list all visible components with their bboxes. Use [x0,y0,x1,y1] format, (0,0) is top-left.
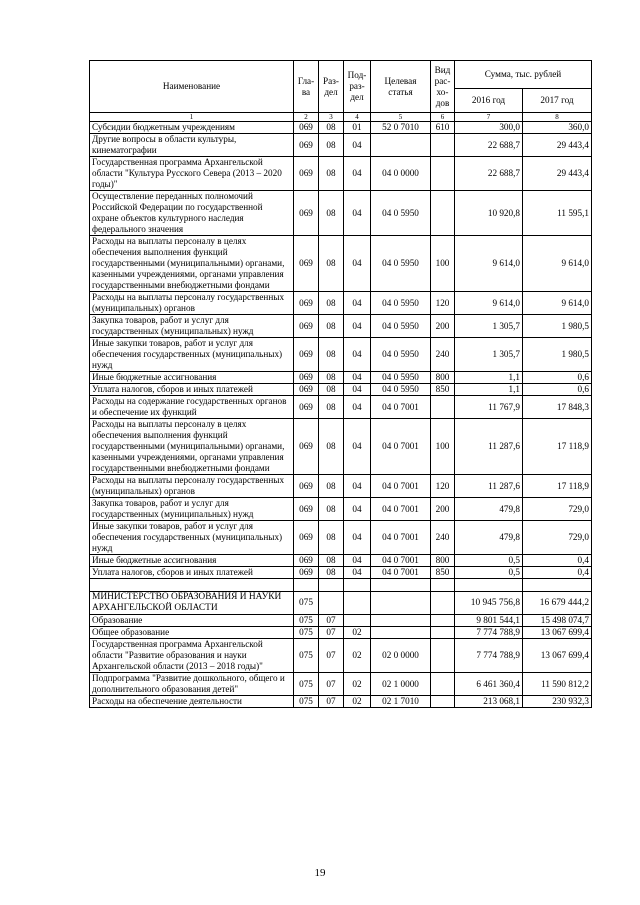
row-expense-type: 200 [431,498,455,521]
table-row [90,122,592,134]
row-name: Закупка товаров, работ и услуг для государственных (муниципальных) нужд [90,498,294,521]
row-amount-2016: 0,5 [455,567,523,579]
row-razdel: 08 [319,134,344,157]
row-name: Субсидии бюджетным учреждениям [90,122,294,134]
row-amount-2017: 9 614,0 [523,236,592,292]
table-row [90,384,592,396]
row-glava: 075 [294,627,319,639]
row-amount-2017: 9 614,0 [523,292,592,315]
row-podrazdel: 04 [344,555,371,567]
row-name: Общее образование [90,627,294,639]
row-target-article: 04 0 5950 [371,292,431,315]
table-body [90,122,592,708]
empty-cell [455,579,523,592]
row-amount-2017: 0,6 [523,372,592,384]
row-podrazdel: 04 [344,475,371,498]
row-amount-2016: 479,8 [455,498,523,521]
row-name: Осуществление переданных полномочий Российской Федерации по государственной охране объектов культурного наследия федерального значения [90,191,294,236]
table-row [90,191,592,236]
row-podrazdel: 01 [344,122,371,134]
row-podrazdel [344,615,371,627]
row-podrazdel: 02 [344,627,371,639]
row-target-article [371,627,431,639]
row-glava: 075 [294,639,319,673]
header-year-2017: 2017 год [523,89,592,113]
row-amount-2016: 300,0 [455,122,523,134]
row-podrazdel: 04 [344,338,371,372]
row-glava: 069 [294,372,319,384]
row-razdel: 08 [319,384,344,396]
row-target-article: 52 0 7010 [371,122,431,134]
row-podrazdel: 04 [344,498,371,521]
row-glava: 069 [294,122,319,134]
row-glava: 069 [294,498,319,521]
budget-table [89,60,592,708]
row-podrazdel: 04 [344,292,371,315]
row-amount-2017: 16 679 444,2 [523,592,592,615]
row-amount-2017: 0,4 [523,567,592,579]
column-number: 8 [523,113,592,122]
row-expense-type: 240 [431,338,455,372]
row-razdel: 08 [319,555,344,567]
table-row [90,696,592,708]
row-target-article [371,134,431,157]
row-podrazdel: 04 [344,419,371,475]
row-razdel: 07 [319,673,344,696]
row-name: Иные закупки товаров, работ и услуг для обеспечения государственных (муниципальных) нужд [90,521,294,555]
table-row [90,521,592,555]
row-amount-2017: 17 848,3 [523,396,592,419]
row-glava: 069 [294,475,319,498]
row-amount-2017: 13 067 699,4 [523,639,592,673]
row-razdel [319,592,344,615]
row-glava: 069 [294,396,319,419]
table-row [90,292,592,315]
empty-cell [523,579,592,592]
row-target-article: 04 0 7001 [371,396,431,419]
header-name: Наименование [90,61,294,113]
table-row [90,627,592,639]
row-razdel: 07 [319,627,344,639]
table-row [90,372,592,384]
row-expense-type: 120 [431,475,455,498]
row-amount-2017: 11 590 812,2 [523,673,592,696]
row-amount-2017: 17 118,9 [523,475,592,498]
row-podrazdel: 04 [344,134,371,157]
row-podrazdel: 04 [344,236,371,292]
row-glava: 069 [294,157,319,191]
row-razdel: 08 [319,191,344,236]
row-expense-type [431,592,455,615]
row-expense-type: 850 [431,384,455,396]
row-name: Уплата налогов, сборов и иных платежей [90,384,294,396]
row-podrazdel: 04 [344,191,371,236]
row-amount-2016: 6 461 360,4 [455,673,523,696]
table-row [90,498,592,521]
row-amount-2016: 11 287,6 [455,475,523,498]
row-razdel: 08 [319,122,344,134]
row-expense-type: 800 [431,372,455,384]
column-number: 4 [344,113,371,122]
row-name: Другие вопросы в области культуры, кинематографии [90,134,294,157]
header-razdel: Раз-дел [319,61,344,113]
row-expense-type [431,134,455,157]
row-expense-type [431,627,455,639]
row-podrazdel: 04 [344,521,371,555]
row-name: Иные бюджетные ассигнования [90,372,294,384]
row-name: Иные закупки товаров, работ и услуг для обеспечения государственных (муниципальных) нужд [90,338,294,372]
row-glava: 069 [294,191,319,236]
row-amount-2016: 213 068,1 [455,696,523,708]
row-expense-type: 100 [431,236,455,292]
row-expense-type [431,615,455,627]
row-podrazdel: 02 [344,639,371,673]
row-podrazdel: 04 [344,384,371,396]
row-expense-type: 240 [431,521,455,555]
row-target-article: 04 0 7001 [371,475,431,498]
table-row [90,134,592,157]
row-expense-type [431,639,455,673]
row-name: Образование [90,615,294,627]
row-podrazdel: 04 [344,567,371,579]
row-glava: 069 [294,384,319,396]
row-razdel: 08 [319,236,344,292]
row-glava: 069 [294,292,319,315]
row-target-article: 04 0 7001 [371,521,431,555]
row-name: Подпрограмма "Развитие дошкольного, общего и дополнительного образования детей" [90,673,294,696]
row-amount-2016: 22 688,7 [455,157,523,191]
row-expense-type [431,191,455,236]
table-row [90,592,592,615]
row-podrazdel: 02 [344,673,371,696]
row-glava: 069 [294,315,319,338]
row-glava: 069 [294,338,319,372]
row-glava: 069 [294,134,319,157]
empty-cell [371,579,431,592]
row-name: Расходы на обеспечение деятельности [90,696,294,708]
row-expense-type [431,396,455,419]
row-amount-2016: 479,8 [455,521,523,555]
row-target-article: 02 1 0000 [371,673,431,696]
empty-cell [431,579,455,592]
row-amount-2017: 13 067 699,4 [523,627,592,639]
row-glava: 069 [294,419,319,475]
row-podrazdel: 04 [344,372,371,384]
header-expense-type: Вид рас-хо-дов [431,61,455,113]
row-amount-2016: 9 614,0 [455,236,523,292]
row-target-article: 02 0 0000 [371,639,431,673]
table-row [90,315,592,338]
row-amount-2017: 29 443,4 [523,157,592,191]
row-target-article: 04 0 5950 [371,315,431,338]
table-row [90,157,592,191]
row-razdel: 08 [319,372,344,384]
row-razdel: 08 [319,396,344,419]
empty-cell [90,579,294,592]
row-razdel: 08 [319,315,344,338]
row-expense-type: 850 [431,567,455,579]
table-row [90,419,592,475]
row-target-article: 04 0 0000 [371,157,431,191]
row-target-article: 04 0 5950 [371,191,431,236]
empty-cell [319,579,344,592]
row-amount-2017: 17 118,9 [523,419,592,475]
row-name: Расходы на выплаты персоналу в целях обеспечения выполнения функций государственными (муниципальными) органами, казенными учреждениями, органами управления государственными внебюджетными фондами [90,419,294,475]
row-expense-type: 610 [431,122,455,134]
row-expense-type [431,673,455,696]
row-amount-2016: 0,5 [455,555,523,567]
row-name: Уплата налогов, сборов и иных платежей [90,567,294,579]
row-amount-2016: 11 287,6 [455,419,523,475]
row-amount-2016: 10 945 756,8 [455,592,523,615]
row-expense-type: 120 [431,292,455,315]
table-row [90,639,592,673]
row-target-article: 04 0 7001 [371,498,431,521]
row-razdel: 08 [319,292,344,315]
row-glava: 069 [294,236,319,292]
row-amount-2017: 11 595,1 [523,191,592,236]
row-razdel: 07 [319,615,344,627]
column-number: 2 [294,113,319,122]
row-amount-2016: 1,1 [455,372,523,384]
row-razdel: 08 [319,157,344,191]
row-amount-2016: 1 305,7 [455,338,523,372]
row-amount-2016: 1 305,7 [455,315,523,338]
row-name: Закупка товаров, работ и услуг для государственных (муниципальных) нужд [90,315,294,338]
header-glava: Гла-ва [294,61,319,113]
table-row [90,236,592,292]
row-target-article: 04 0 7001 [371,567,431,579]
row-target-article: 04 0 5950 [371,384,431,396]
row-expense-type [431,696,455,708]
row-target-article: 04 0 5950 [371,236,431,292]
row-glava: 075 [294,592,319,615]
row-name: Расходы на содержание государственных органов и обеспечение их функций [90,396,294,419]
row-amount-2016: 7 774 788,9 [455,627,523,639]
row-razdel: 08 [319,521,344,555]
row-expense-type: 100 [431,419,455,475]
row-target-article: 04 0 7001 [371,555,431,567]
row-amount-2017: 0,4 [523,555,592,567]
row-razdel: 08 [319,567,344,579]
row-glava: 069 [294,567,319,579]
row-name: Государственная программа Архангельской области "Культура Русского Севера (2013 – 2020 годы)" [90,157,294,191]
row-name: Государственная программа Архангельской области "Развитие образования и науки Архангельской области (2013 – 2018 годы)" [90,639,294,673]
table-row [90,338,592,372]
row-glava: 075 [294,673,319,696]
table-spacer-row [90,579,592,592]
table-row [90,555,592,567]
column-number: 5 [371,113,431,122]
header-podrazdel: Под-раз-дел [344,61,371,113]
row-amount-2016: 9 614,0 [455,292,523,315]
empty-cell [344,579,371,592]
row-name: Расходы на выплаты персоналу государственных (муниципальных) органов [90,475,294,498]
row-amount-2017: 729,0 [523,521,592,555]
page-number: 19 [314,867,326,879]
row-target-article: 04 0 5950 [371,372,431,384]
row-amount-2016: 10 920,8 [455,191,523,236]
table-header [90,61,592,122]
row-target-article: 04 0 7001 [371,419,431,475]
row-name: Иные бюджетные ассигнования [90,555,294,567]
row-podrazdel: 02 [344,696,371,708]
column-number: 3 [319,113,344,122]
column-number: 6 [431,113,455,122]
row-amount-2016: 22 688,7 [455,134,523,157]
row-expense-type [431,157,455,191]
row-amount-2017: 15 498 074,7 [523,615,592,627]
row-amount-2016: 9 801 544,1 [455,615,523,627]
row-amount-2017: 230 932,3 [523,696,592,708]
row-target-article [371,615,431,627]
row-podrazdel [344,592,371,615]
empty-cell [294,579,319,592]
column-number: 1 [90,113,294,122]
row-podrazdel: 04 [344,315,371,338]
row-razdel: 08 [319,338,344,372]
row-glava: 069 [294,521,319,555]
row-podrazdel: 04 [344,157,371,191]
row-amount-2017: 360,0 [523,122,592,134]
row-amount-2017: 729,0 [523,498,592,521]
header-target: Целевая статья [371,61,431,113]
row-razdel: 07 [319,696,344,708]
table-row [90,615,592,627]
row-glava: 075 [294,696,319,708]
column-number: 7 [455,113,523,122]
table-row [90,673,592,696]
row-razdel: 07 [319,639,344,673]
row-razdel: 08 [319,419,344,475]
row-amount-2017: 1 980,5 [523,315,592,338]
column-numbers-row [90,113,592,122]
row-name: МИНИСТЕРСТВО ОБРАЗОВАНИЯ И НАУКИ АРХАНГЕЛЬСКОЙ ОБЛАСТИ [90,592,294,615]
header-sum: Сумма, тыс. рублей [455,61,592,89]
header-year-2016: 2016 год [455,89,523,113]
row-expense-type: 800 [431,555,455,567]
row-glava: 075 [294,615,319,627]
row-podrazdel: 04 [344,396,371,419]
row-razdel: 08 [319,498,344,521]
row-razdel: 08 [319,475,344,498]
row-target-article: 04 0 5950 [371,338,431,372]
row-amount-2017: 0,6 [523,384,592,396]
row-name: Расходы на выплаты персоналу государственных (муниципальных) органов [90,292,294,315]
row-amount-2016: 7 774 788,9 [455,639,523,673]
row-amount-2017: 29 443,4 [523,134,592,157]
table-row [90,475,592,498]
row-amount-2017: 1 980,5 [523,338,592,372]
row-expense-type: 200 [431,315,455,338]
row-target-article: 02 1 7010 [371,696,431,708]
row-amount-2016: 1,1 [455,384,523,396]
row-name: Расходы на выплаты персоналу в целях обеспечения выполнения функций государственными (муниципальными) органами, казенными учреждениями, органами управления государственными внебюджетными фондами [90,236,294,292]
row-glava: 069 [294,555,319,567]
row-target-article [371,592,431,615]
row-amount-2016: 11 767,9 [455,396,523,419]
table-row [90,396,592,419]
table-row [90,567,592,579]
